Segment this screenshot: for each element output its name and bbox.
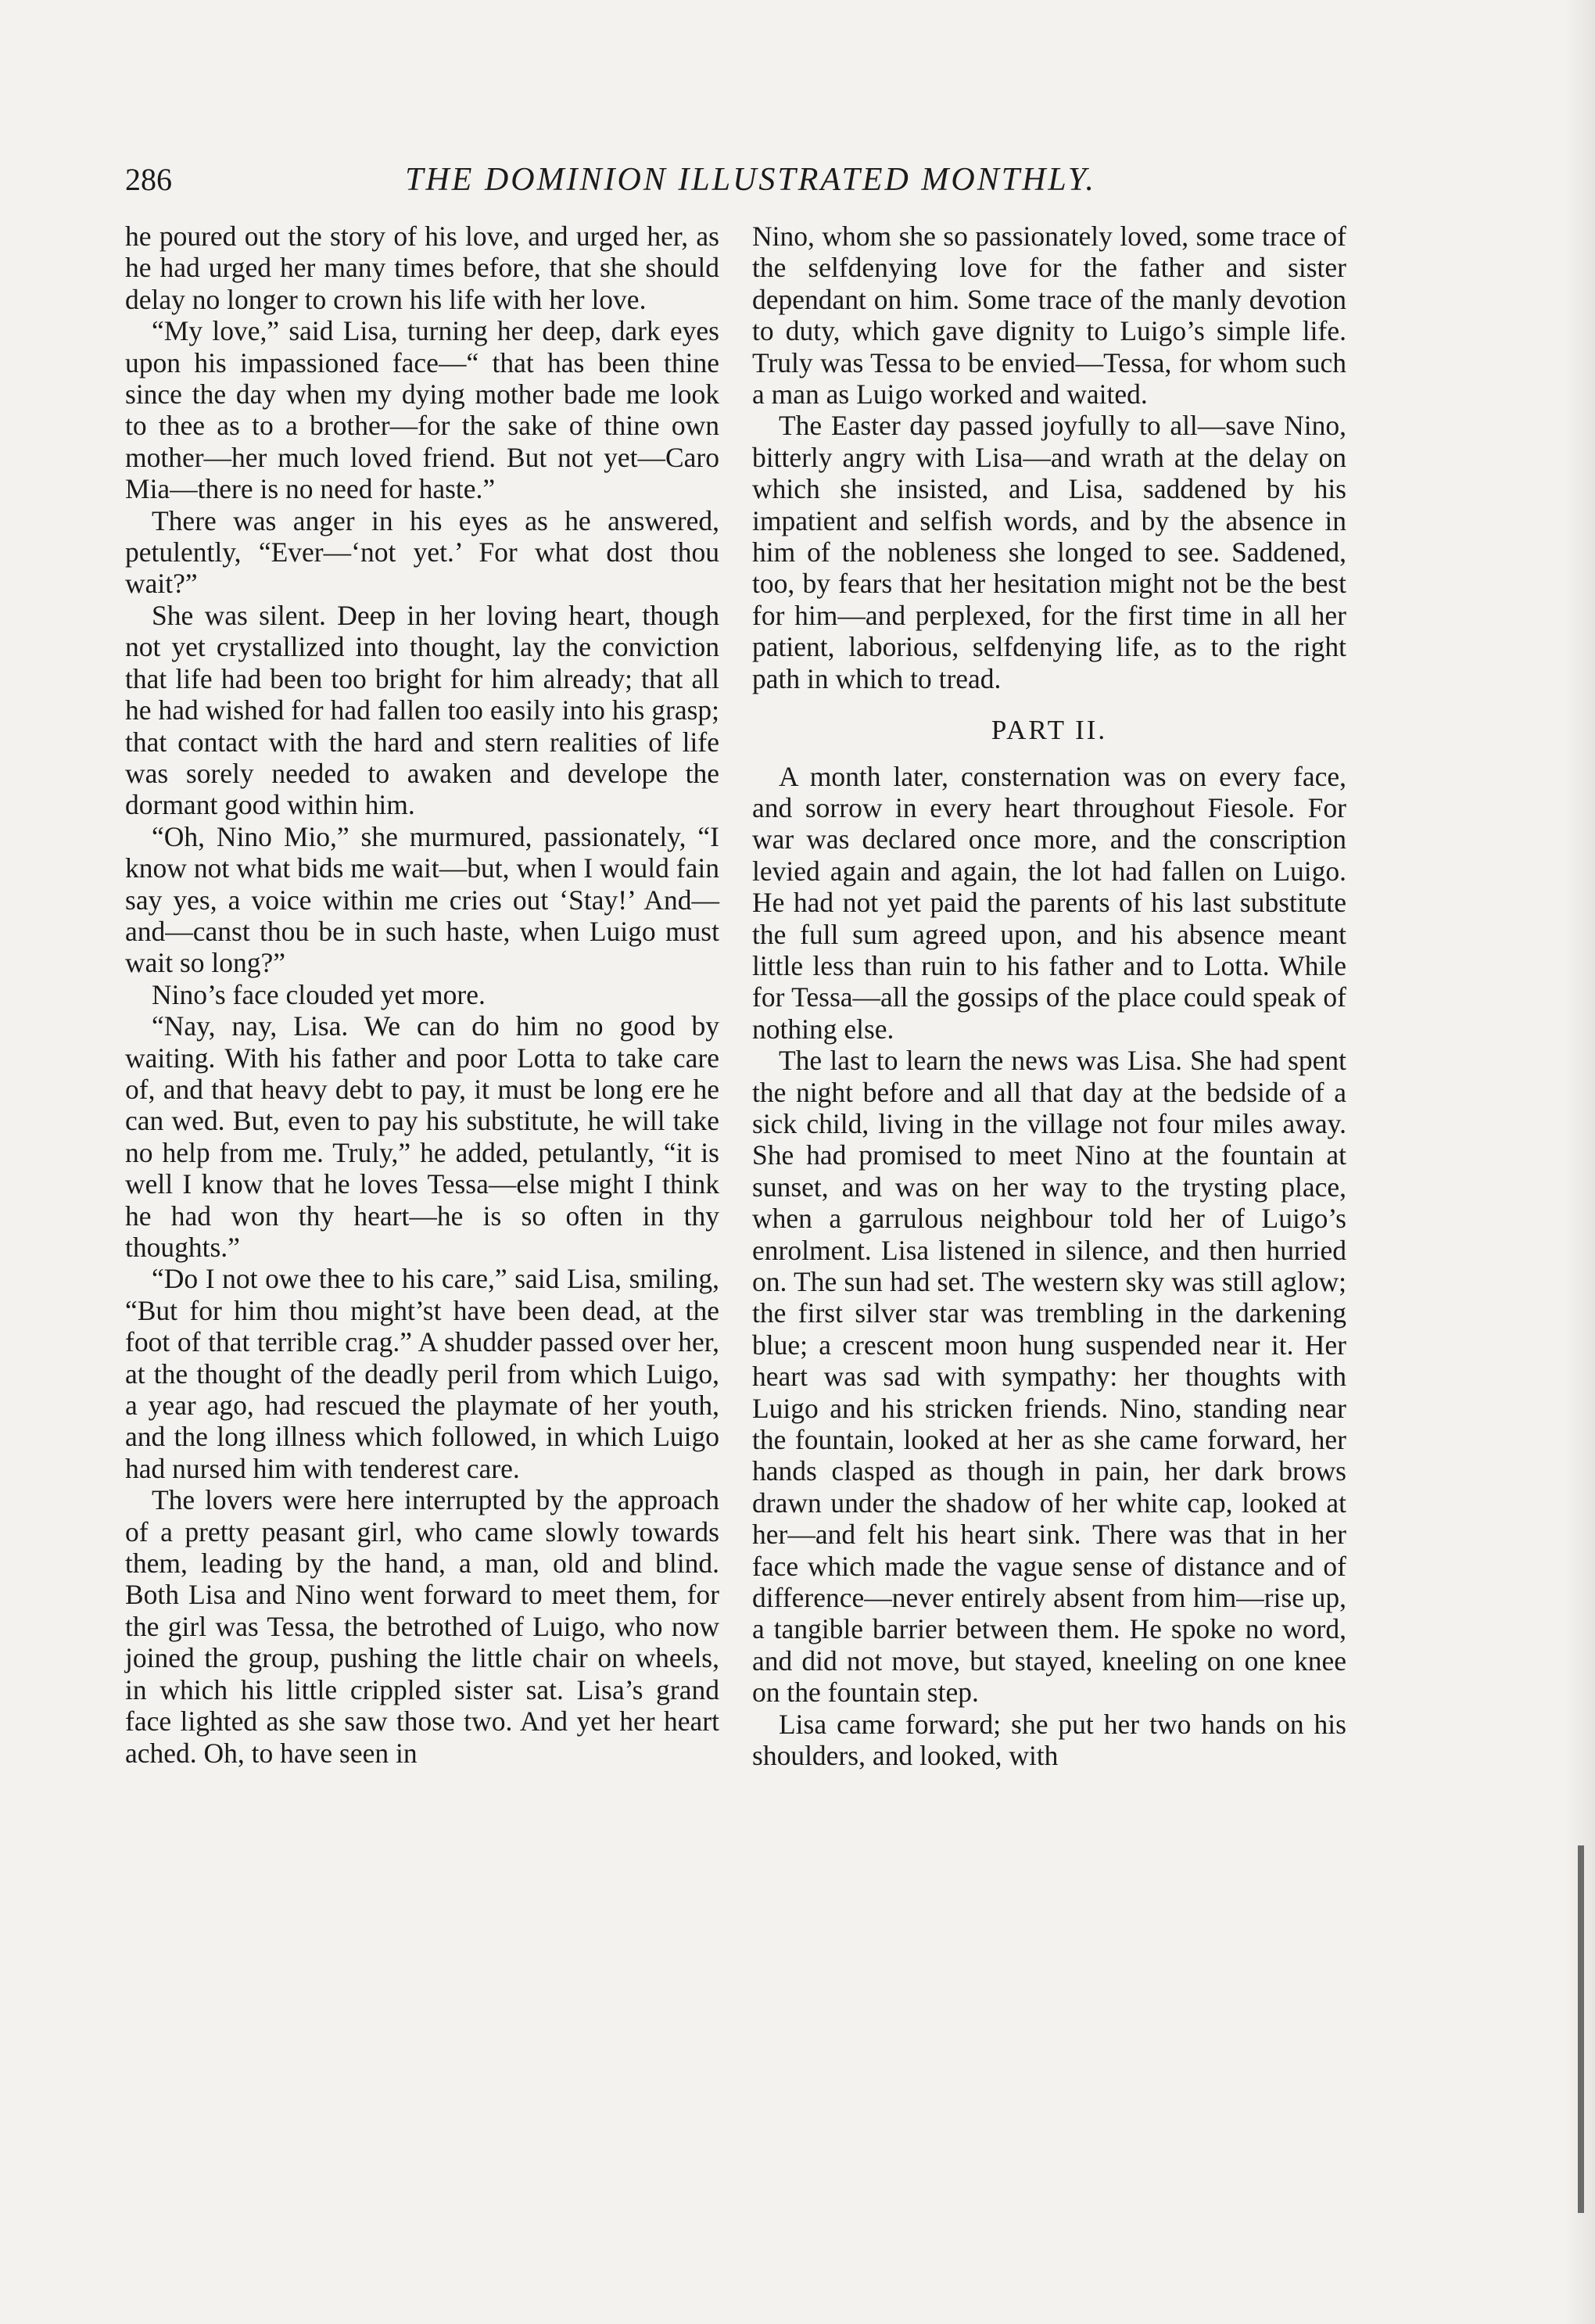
scan-binding-mark [1578, 1845, 1584, 2213]
paragraph: The last to learn the news was Lisa. She had spent the night before and all that day at the bedside of a sick child, living in the village not four miles away. She had promised to meet Nino at the fountain at sunset, and was on her way to the trysting place, when a garrulous neighbour told her of Luigo’s enrolment. Lisa listened in silence, and then hurried on. The sun had set. The western sky was still aglow; the first silver star was trembling in the darkening blue; a crescent moon hung suspended near it. Her heart was sad with sympathy: her thoughts with Luigo and his stricken friends. Nino, standing near the fountain, looked at her as she came forward, her hands clasped as though in pain, her dark brows drawn under the shadow of her white cap, looked at her—and felt his heart sink. There was that in her face which made the vague sense of distance and of difference—never entirely absent from him—rise up, a tangible barrier between them. He spoke no word, and did not move, but stayed, kneeling on one knee on the fountain step. [752, 1045, 1346, 1709]
paragraph: The Easter day passed joyfully to all—save Nino, bitterly angry with Lisa—and wrath at the delay on which she insisted, and Lisa, saddened by his impatient and selfish words, and by the absence in him of the nobleness she longed to see. Saddened, too, by fears that her hesitation might not be the best for him—and perplexed, for the first time in all her patient, laborious, selfdenying life, as to the right path in which to tread. [752, 410, 1346, 694]
section-heading: PART II. [991, 715, 1108, 746]
paragraph: “Do I not owe thee to his care,” said Lisa, smiling, “But for him thou might’st have been dead, at the foot of that terrible crag.” A shudder passed over her, at the thought of the deadly peril from which Luigo, a year ago, had rescued the playmate of her youth, and the long illness which followed, in which Luigo had nursed him with tenderest care. [125, 1263, 719, 1484]
left-column [125, 221, 719, 1769]
paragraph: Lisa came forward; she put her two hands on his shoulders, and looked, with [752, 1708, 1346, 1772]
right-column [752, 221, 1346, 1772]
paragraph: There was anger in his eyes as he answered, petulently, “Ever—‘not yet.’ For what dost thou wait?” [125, 504, 719, 600]
running-title: THE DOMINION ILLUSTRATED MONTHLY. [405, 162, 1096, 198]
paragraph: “Oh, Nino Mio,” she murmured, passionately, “I know not what bids me wait—but, when I would fain say yes, a voice within me cries out ‘Stay!’ And—and—canst thou be in such haste, when Luigo must wait so long?” [125, 820, 719, 979]
paragraph: Nino’s face clouded yet more. [152, 978, 486, 1010]
page-header [125, 161, 1376, 208]
paragraph: “Nay, nay, Lisa. We can do him no good by waiting. With his father and poor Lotta to take care of, and that heavy debt to pay, it must be long ere he can wed. But, even to pay his substitute, he will take no help from me. Truly,” he added, petulantly, “it is well I know that he loves Tessa—else might I think he had won thy heart—he is so often in thy thoughts.” [125, 1010, 719, 1263]
paragraph: he poured out the story of his love, and urged her, as he had urged her many times before, that she should delay no longer to crown his life with her love. [125, 221, 719, 315]
paragraph: “My love,” said Lisa, turning her deep, dark eyes upon his impassioned face—“ that has been thine since the day when my dying mother bade me look to thee as to a brother—for the sake of thine own mother—her much loved friend. But not yet—Caro Mia—there is no need for haste.” [125, 315, 719, 505]
paragraph: Nino, whom she so passionately loved, some trace of the selfdenying love for the father and sister dependant on him. Some trace of the manly devotion to duty, which gave dignity to Luigo’s simple life. Truly was Tessa to be envied—Tessa, for whom such a man as Luigo worked and waited. [752, 221, 1346, 411]
paragraph: She was silent. Deep in her loving heart, though not yet crystallized into thought, lay the conviction that life had been too bright for him already; that all he had wished for had fallen too easily into his grasp; that contact with the hard and stern realities of life was sorely needed to awaken and develope the dormant good within him. [125, 599, 719, 821]
page-number: 286 [125, 162, 172, 197]
paragraph: The lovers were here interrupted by the approach of a pretty peasant girl, who came slowly towards them, leading by the hand, a man, old and blind. Both Lisa and Nino went forward to meet them, for the girl was Tessa, the betrothed of Luigo, who now joined the group, pushing the little chair on wheels, in which his little crippled sister sat. Lisa’s grand face lighted as she saw those two. And yet her heart ached. Oh, to have seen in [125, 1484, 719, 1769]
paragraph: A month later, consternation was on every face, and sorrow in every heart throughout Fiesole. For war was declared once more, and the conscription levied again and again, the lot had fallen on Luigo. He had not yet paid the parents of his last substitute the full sum agreed upon, and his absence meant little less than ruin to his father and to Lotta. While for Tessa—all the gossips of the place could speak of nothing else. [752, 760, 1346, 1045]
